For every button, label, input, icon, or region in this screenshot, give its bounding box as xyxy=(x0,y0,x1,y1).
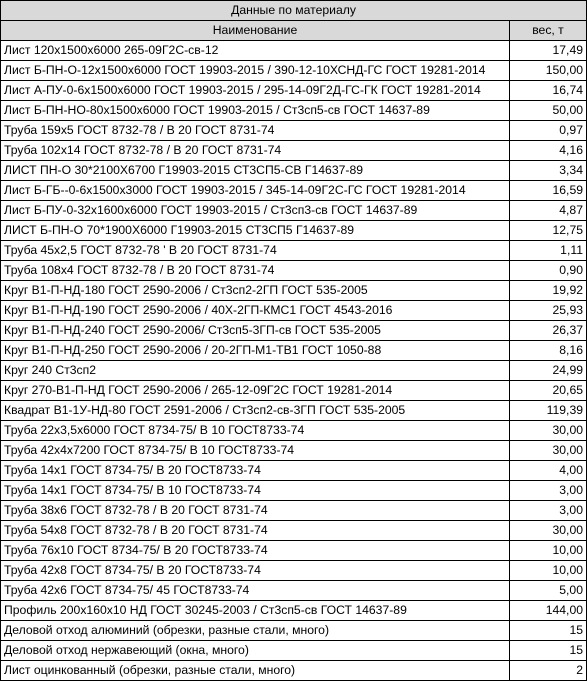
material-weight-cell: 30,00 xyxy=(510,441,587,461)
material-weight-cell: 119,39 xyxy=(510,401,587,421)
table-row xyxy=(1,301,587,321)
table-row xyxy=(1,481,587,501)
table-row xyxy=(1,321,587,341)
table-row xyxy=(1,281,587,301)
material-name-cell: Лист Б-ГБ--0-6х1500х3000 ГОСТ 19903-2015 / 345-14-09Г2С-ГС ГОСТ 19281-2014 xyxy=(1,181,510,201)
material-weight-cell: 150,00 xyxy=(510,61,587,81)
table-row xyxy=(1,241,587,261)
table-row xyxy=(1,581,587,601)
material-weight-cell: 15 xyxy=(510,641,587,661)
material-weight-cell: 25,93 xyxy=(510,301,587,321)
material-name-cell: Круг В1-П-НД-190 ГОСТ 2590-2006 / 40Х-2ГП-КМС1 ГОСТ 4543-2016 xyxy=(1,301,510,321)
table-header-row xyxy=(1,21,587,41)
material-weight-cell: 5,00 xyxy=(510,581,587,601)
table-title-row xyxy=(1,1,587,21)
material-weight-cell: 2 xyxy=(510,661,587,681)
material-name-cell: Труба 38х6 ГОСТ 8732-78 / В 20 ГОСТ 8731-74 xyxy=(1,501,510,521)
material-weight-cell: 50,00 xyxy=(510,101,587,121)
material-weight-cell: 4,00 xyxy=(510,461,587,481)
material-name-cell: Труба 108х4 ГОСТ 8732-78 / В 20 ГОСТ 8731-74 xyxy=(1,261,510,281)
material-name-cell: Квадрат В1-1У-НД-80 ГОСТ 2591-2006 / Ст3сп2-св-3ГП ГОСТ 535-2005 xyxy=(1,401,510,421)
material-weight-cell: 8,16 xyxy=(510,341,587,361)
table-row xyxy=(1,221,587,241)
material-weight-cell: 19,92 xyxy=(510,281,587,301)
table-row xyxy=(1,181,587,201)
material-weight-cell: 17,49 xyxy=(510,41,587,61)
table-row xyxy=(1,41,587,61)
column-header-name: Наименование xyxy=(1,21,510,41)
material-name-cell: ЛИСТ Б-ПН-О 70*1900Х6000 Г19903-2015 СТ3СП5 Г14637-89 xyxy=(1,221,510,241)
table-row xyxy=(1,441,587,461)
material-weight-cell: 0,90 xyxy=(510,261,587,281)
table-row xyxy=(1,521,587,541)
material-name-cell: Труба 42х6 ГОСТ 8734-75/ 45 ГОСТ8733-74 xyxy=(1,581,510,601)
table-body xyxy=(1,41,587,681)
table-row xyxy=(1,501,587,521)
material-name-cell: Профиль 200х160х10 НД ГОСТ 30245-2003 / Ст3сп5-св ГОСТ 14637-89 xyxy=(1,601,510,621)
material-weight-cell: 0,97 xyxy=(510,121,587,141)
material-weight-cell: 24,99 xyxy=(510,361,587,381)
material-weight-cell: 20,65 xyxy=(510,381,587,401)
material-name-cell: Лист Б-ПУ-0-32х1600х6000 ГОСТ 19903-2015 / Ст3сп3-св ГОСТ 14637-89 xyxy=(1,201,510,221)
material-weight-cell: 12,75 xyxy=(510,221,587,241)
material-weight-cell: 4,16 xyxy=(510,141,587,161)
table-row xyxy=(1,421,587,441)
material-weight-cell: 10,00 xyxy=(510,541,587,561)
material-name-cell: Труба 54х8 ГОСТ 8732-78 / В 20 ГОСТ 8731-74 xyxy=(1,521,510,541)
material-name-cell: Лист А-ПУ-0-6х1500х6000 ГОСТ 19903-2015 / 295-14-09Г2Д-ГС-ГК ГОСТ 19281-2014 xyxy=(1,81,510,101)
material-weight-cell: 3,34 xyxy=(510,161,587,181)
table-row xyxy=(1,541,587,561)
material-name-cell: Деловой отход алюминий (обрезки, разные стали, много) xyxy=(1,621,510,641)
table-row xyxy=(1,101,587,121)
material-name-cell: Круг В1-П-НД-180 ГОСТ 2590-2006 / Ст3сп2-2ГП ГОСТ 535-2005 xyxy=(1,281,510,301)
material-name-cell: Круг 270-В1-П-НД ГОСТ 2590-2006 / 265-12-09Г2С ГОСТ 19281-2014 xyxy=(1,381,510,401)
table-row xyxy=(1,141,587,161)
material-name-cell: Лист Б-ПН-НО-80х1500х6000 ГОСТ 19903-2015 / Ст3сп5-св ГОСТ 14637-89 xyxy=(1,101,510,121)
table-row xyxy=(1,341,587,361)
material-name-cell: Труба 42х8 ГОСТ 8734-75/ В 20 ГОСТ8733-74 xyxy=(1,561,510,581)
column-header-weight: вес, т xyxy=(510,21,587,41)
material-weight-cell: 3,00 xyxy=(510,501,587,521)
material-name-cell: Круг 240 Ст3сп2 xyxy=(1,361,510,381)
material-weight-cell: 3,00 xyxy=(510,481,587,501)
table-row xyxy=(1,361,587,381)
material-weight-cell: 16,74 xyxy=(510,81,587,101)
table-row xyxy=(1,561,587,581)
table-row xyxy=(1,261,587,281)
material-weight-cell: 10,00 xyxy=(510,561,587,581)
material-name-cell: Круг В1-П-НД-240 ГОСТ 2590-2006/ Ст3сп5-3ГП-св ГОСТ 535-2005 xyxy=(1,321,510,341)
material-weight-cell: 30,00 xyxy=(510,521,587,541)
table-row xyxy=(1,601,587,621)
material-name-cell: Труба 14х1 ГОСТ 8734-75/ В 10 ГОСТ8733-74 xyxy=(1,481,510,501)
table-row xyxy=(1,161,587,181)
table-row xyxy=(1,461,587,481)
material-name-cell: Труба 159х5 ГОСТ 8732-78 / В 20 ГОСТ 8731-74 xyxy=(1,121,510,141)
material-name-cell: Лист Б-ПН-О-12х1500х6000 ГОСТ 19903-2015 / 390-12-10ХСНД-ГС ГОСТ 19281-2014 xyxy=(1,61,510,81)
material-weight-cell: 16,59 xyxy=(510,181,587,201)
table-row xyxy=(1,621,587,641)
table-row xyxy=(1,81,587,101)
material-name-cell: Труба 42х4х7200 ГОСТ 8734-75/ В 10 ГОСТ8733-74 xyxy=(1,441,510,461)
material-name-cell: Труба 14х1 ГОСТ 8734-75/ В 20 ГОСТ8733-74 xyxy=(1,461,510,481)
table-row xyxy=(1,121,587,141)
material-name-cell: ЛИСТ ПН-О 30*2100Х6700 Г19903-2015 СТ3СП5-СВ Г14637-89 xyxy=(1,161,510,181)
table-row xyxy=(1,641,587,661)
material-name-cell: Лист 120х1500х6000 265-09Г2С-св-12 xyxy=(1,41,510,61)
table-row xyxy=(1,401,587,421)
material-weight-cell: 4,87 xyxy=(510,201,587,221)
material-weight-cell: 26,37 xyxy=(510,321,587,341)
material-name-cell: Труба 45х2,5 ГОСТ 8732-78 ' В 20 ГОСТ 8731-74 xyxy=(1,241,510,261)
material-name-cell: Лист оцинкованный (обрезки, разные стали, много) xyxy=(1,661,510,681)
material-weight-cell: 1,11 xyxy=(510,241,587,261)
table-row xyxy=(1,201,587,221)
table-row xyxy=(1,61,587,81)
table-row xyxy=(1,661,587,681)
material-weight-cell: 30,00 xyxy=(510,421,587,441)
material-name-cell: Труба 102х14 ГОСТ 8732-78 / В 20 ГОСТ 8731-74 xyxy=(1,141,510,161)
table-title: Данные по материалу xyxy=(1,1,587,21)
material-name-cell: Круг В1-П-НД-250 ГОСТ 2590-2006 / 20-2ГП-М1-ТВ1 ГОСТ 1050-88 xyxy=(1,341,510,361)
material-name-cell: Деловой отход нержавеющий (окна, много) xyxy=(1,641,510,661)
material-weight-cell: 144,00 xyxy=(510,601,587,621)
table-row xyxy=(1,381,587,401)
material-weight-cell: 15 xyxy=(510,621,587,641)
material-name-cell: Труба 22х3,5х6000 ГОСТ 8734-75/ В 10 ГОСТ8733-74 xyxy=(1,421,510,441)
material-name-cell: Труба 76х10 ГОСТ 8734-75/ В 20 ГОСТ8733-74 xyxy=(1,541,510,561)
